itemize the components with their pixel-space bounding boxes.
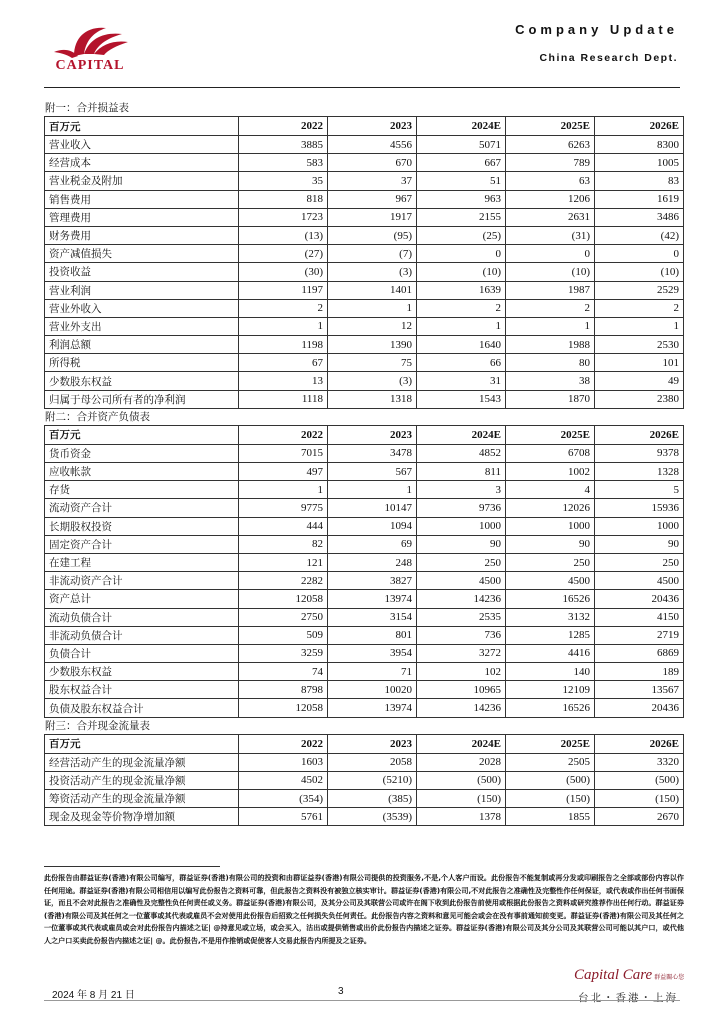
cell-value: (7) xyxy=(328,245,417,263)
row-label: 在建工程 xyxy=(45,553,239,571)
cell-value: 101 xyxy=(595,354,684,372)
table-row xyxy=(45,553,684,571)
cell-value: 10965 xyxy=(417,681,506,699)
cell-value: 189 xyxy=(595,663,684,681)
cell-value: 1197 xyxy=(239,281,328,299)
cell-value: 1603 xyxy=(239,753,328,771)
cell-value: 1 xyxy=(417,317,506,335)
table-row xyxy=(45,372,684,390)
table-row xyxy=(45,281,684,299)
cell-value: 1002 xyxy=(506,463,595,481)
cell-value: 31 xyxy=(417,372,506,390)
cell-value: 13974 xyxy=(328,590,417,608)
cell-value: 16526 xyxy=(506,590,595,608)
cell-value: 2719 xyxy=(595,626,684,644)
cell-value: 250 xyxy=(595,553,684,571)
cell-value: 12 xyxy=(328,317,417,335)
section-title: 附一：合并损益表 xyxy=(45,102,129,114)
table-row xyxy=(45,172,684,190)
cell-value: 3827 xyxy=(328,572,417,590)
cell-value: 1118 xyxy=(239,390,328,408)
cell-value: (3) xyxy=(328,372,417,390)
row-label: 非流动资产合计 xyxy=(45,572,239,590)
cell-value: 1 xyxy=(595,317,684,335)
cell-value: 15936 xyxy=(595,499,684,517)
cell-value: 13 xyxy=(239,372,328,390)
cell-value: 5071 xyxy=(417,136,506,154)
cell-value: 2380 xyxy=(595,390,684,408)
cell-value: 2670 xyxy=(595,808,684,826)
row-label: 利润总额 xyxy=(45,336,239,354)
cell-value: 2750 xyxy=(239,608,328,626)
capital-care-tagline: 群益關心您 xyxy=(654,974,685,981)
report-type-title: Company Update xyxy=(515,22,678,37)
cell-value: 0 xyxy=(595,245,684,263)
section-title: 附三：合并现金流量表 xyxy=(45,719,150,732)
cell-value: (385) xyxy=(328,790,417,808)
cell-value: 66 xyxy=(417,354,506,372)
table-row xyxy=(45,572,684,590)
cell-value: (31) xyxy=(506,226,595,244)
row-label: 负债合计 xyxy=(45,644,239,662)
cell-value: 670 xyxy=(328,154,417,172)
row-label: 流动资产合计 xyxy=(45,499,239,517)
cell-value: 1094 xyxy=(328,517,417,535)
row-label: 营业税金及附加 xyxy=(45,172,239,190)
table-row xyxy=(45,644,684,662)
cell-value: (354) xyxy=(239,790,328,808)
row-label: 资产总计 xyxy=(45,590,239,608)
page-number: 3 xyxy=(338,986,344,997)
row-label: 负债及股东权益合计 xyxy=(45,699,239,717)
year-header: 2023 xyxy=(328,734,417,753)
cell-value: 1 xyxy=(239,481,328,499)
cell-value: 3154 xyxy=(328,608,417,626)
row-label: 销售费用 xyxy=(45,190,239,208)
cell-value: (3) xyxy=(328,263,417,281)
year-header: 2022 xyxy=(239,117,328,136)
unit-label: 百万元 xyxy=(45,425,239,444)
unit-label: 百万元 xyxy=(45,117,239,136)
cell-value: 250 xyxy=(417,553,506,571)
legal-disclaimer: 此份报告由群益证券(香港)有限公司编写，群益证券(香港)有限公司的投资和由群证益券(香港)有限公司提供的投资服务,不是,个人客户而设。此份报告不能复制或再分发或印刷报告之全部或部份内容以作任何用途。群益证券(香港)有限公司相信用以编写此份报告之资料可靠，但此报告之资料没有被独立核实审计。群益证券(香港)有限公司,不对此报告之准确性及完整性作任何保证，或代表或作出任何书面保证，而且不会对此报告之准确性及完整性负任何责任或义务。群益证券(香港)有限公司，及其分公司及其联营公司或许在阁下收到此份报告前使用或根据此份报告之资料或研究推荐作出任何行动。群益证券(香港)有限公司及其任何之一位董事或其代表或雇员不会对使用此份报告后招致之任何损失负任何责任。此份报告内容之资料和意见可能会或会在没有事前通知前变更。群益证券(香港)有限公司及其任何之一位董事或其代表或雇员或会对此份报告内描述之证| @持意见或立场，或会买入，沽出或提供销售或出价此份报告内描述之证券。群益证券(香港)有限公司及其分公司及其联营公司可能以其户口，或代他人之户口买卖此份报告内描述之证| @。此份报告,不是用作推销或促使客人交易此报告内所提及之证券。 xyxy=(44,873,684,945)
cell-value: 811 xyxy=(417,463,506,481)
cell-value: 1987 xyxy=(506,281,595,299)
cell-value: 2058 xyxy=(328,753,417,771)
cell-value: 2155 xyxy=(417,208,506,226)
cell-value: 1390 xyxy=(328,336,417,354)
cell-value: 2 xyxy=(417,299,506,317)
cell-value: 6263 xyxy=(506,136,595,154)
cell-value: 1543 xyxy=(417,390,506,408)
cell-value: 4500 xyxy=(595,572,684,590)
cell-value: 37 xyxy=(328,172,417,190)
row-label: 投资活动产生的现金流量净额 xyxy=(45,771,239,789)
cell-value: 1000 xyxy=(506,517,595,535)
year-header: 2024E xyxy=(417,734,506,753)
table-row xyxy=(45,608,684,626)
cell-value: 121 xyxy=(239,553,328,571)
cell-value: 1 xyxy=(328,481,417,499)
cell-value: 1328 xyxy=(595,463,684,481)
cell-value: 1318 xyxy=(328,390,417,408)
cell-value: 2 xyxy=(239,299,328,317)
cell-value: 2535 xyxy=(417,608,506,626)
financial-table xyxy=(44,734,684,827)
table-row xyxy=(45,390,684,408)
cell-value: 20436 xyxy=(595,590,684,608)
table-row xyxy=(45,535,684,553)
cell-value: 1619 xyxy=(595,190,684,208)
row-label: 存货 xyxy=(45,481,239,499)
cell-value: 1855 xyxy=(506,808,595,826)
cell-value: 51 xyxy=(417,172,506,190)
cell-value: (42) xyxy=(595,226,684,244)
cell-value: 509 xyxy=(239,626,328,644)
cell-value: (150) xyxy=(417,790,506,808)
cell-value: 818 xyxy=(239,190,328,208)
cell-value: (150) xyxy=(595,790,684,808)
row-label: 流动负债合计 xyxy=(45,608,239,626)
row-label: 投资收益 xyxy=(45,263,239,281)
row-label: 资产减值损失 xyxy=(45,245,239,263)
cell-value: 12058 xyxy=(239,699,328,717)
cell-value: 2282 xyxy=(239,572,328,590)
table-row xyxy=(45,354,684,372)
cell-value: 789 xyxy=(506,154,595,172)
cell-value: 2 xyxy=(595,299,684,317)
table-row xyxy=(45,317,684,335)
cell-value: 4502 xyxy=(239,771,328,789)
cell-value: (13) xyxy=(239,226,328,244)
cell-value: 14236 xyxy=(417,590,506,608)
cell-value: 4500 xyxy=(506,572,595,590)
cell-value: (10) xyxy=(417,263,506,281)
cell-value: 80 xyxy=(506,354,595,372)
table-row xyxy=(45,790,684,808)
table-row xyxy=(45,444,684,462)
row-label: 归属于母公司所有者的净利润 xyxy=(45,390,239,408)
cell-value: 2529 xyxy=(595,281,684,299)
cell-value: 3486 xyxy=(595,208,684,226)
cell-value: 1723 xyxy=(239,208,328,226)
cell-value: (500) xyxy=(595,771,684,789)
cell-value: 3885 xyxy=(239,136,328,154)
row-label: 经营成本 xyxy=(45,154,239,172)
cell-value: 6708 xyxy=(506,444,595,462)
row-label: 固定资产合计 xyxy=(45,535,239,553)
cell-value: 0 xyxy=(506,245,595,263)
cell-value: 1000 xyxy=(417,517,506,535)
cell-value: 9775 xyxy=(239,499,328,517)
cell-value: 38 xyxy=(506,372,595,390)
cell-value: 1378 xyxy=(417,808,506,826)
cell-value: 14236 xyxy=(417,699,506,717)
cell-value: 4 xyxy=(506,481,595,499)
row-label: 财务费用 xyxy=(45,226,239,244)
cell-value: 567 xyxy=(328,463,417,481)
cell-value: 8300 xyxy=(595,136,684,154)
table-row xyxy=(45,626,684,644)
cell-value: 1917 xyxy=(328,208,417,226)
cell-value: 2631 xyxy=(506,208,595,226)
row-label: 少数股东权益 xyxy=(45,663,239,681)
cell-value: 140 xyxy=(506,663,595,681)
table-row xyxy=(45,245,684,263)
year-header: 2025E xyxy=(506,734,595,753)
row-label: 少数股东权益 xyxy=(45,372,239,390)
cell-value: (150) xyxy=(506,790,595,808)
year-header: 2024E xyxy=(417,425,506,444)
cell-value: 90 xyxy=(595,535,684,553)
report-date: 2024 年 8 月 21 日 xyxy=(52,990,135,1001)
cell-value: 71 xyxy=(328,663,417,681)
cell-value: 1005 xyxy=(595,154,684,172)
table-row xyxy=(45,590,684,608)
cell-value: 10020 xyxy=(328,681,417,699)
table-header-row xyxy=(45,117,684,136)
office-cities: 台北・香港・上海 xyxy=(578,992,678,1004)
table-header-row xyxy=(45,425,684,444)
table-row xyxy=(45,136,684,154)
cell-value: 4556 xyxy=(328,136,417,154)
cell-value: 583 xyxy=(239,154,328,172)
capital-care-logo xyxy=(574,964,690,986)
department-subtitle: China Research Dept. xyxy=(539,52,678,64)
brand-name: CAPITAL xyxy=(55,58,125,73)
cell-value: 1198 xyxy=(239,336,328,354)
cell-value: 4500 xyxy=(417,572,506,590)
cell-value: 3132 xyxy=(506,608,595,626)
cell-value: 2530 xyxy=(595,336,684,354)
footnote-divider xyxy=(44,866,220,867)
cell-value: 49 xyxy=(595,372,684,390)
cell-value: 8798 xyxy=(239,681,328,699)
table-row xyxy=(45,699,684,717)
row-label: 所得税 xyxy=(45,354,239,372)
table-row xyxy=(45,681,684,699)
unit-label: 百万元 xyxy=(45,734,239,753)
cell-value: 82 xyxy=(239,535,328,553)
year-header: 2026E xyxy=(595,425,684,444)
row-label: 应收帐款 xyxy=(45,463,239,481)
cell-value: 1000 xyxy=(595,517,684,535)
cell-value: 13974 xyxy=(328,699,417,717)
row-label: 筹资活动产生的现金流量净额 xyxy=(45,790,239,808)
cell-value: (10) xyxy=(506,263,595,281)
cell-value: 75 xyxy=(328,354,417,372)
table-row xyxy=(45,663,684,681)
cell-value: 12109 xyxy=(506,681,595,699)
cell-value: 967 xyxy=(328,190,417,208)
cell-value: 963 xyxy=(417,190,506,208)
cell-value: 1 xyxy=(239,317,328,335)
row-label: 营业外支出 xyxy=(45,317,239,335)
cell-value: 9378 xyxy=(595,444,684,462)
row-label: 经营活动产生的现金流量净额 xyxy=(45,753,239,771)
table-row xyxy=(45,190,684,208)
cell-value: 1988 xyxy=(506,336,595,354)
cell-value: 90 xyxy=(506,535,595,553)
cell-value: 4150 xyxy=(595,608,684,626)
row-label: 货币资金 xyxy=(45,444,239,462)
cell-value: 5 xyxy=(595,481,684,499)
table-row xyxy=(45,771,684,789)
cell-value: 90 xyxy=(417,535,506,553)
cell-value: 801 xyxy=(328,626,417,644)
cell-value: (27) xyxy=(239,245,328,263)
table-row xyxy=(45,336,684,354)
cell-value: 83 xyxy=(595,172,684,190)
cell-value: (95) xyxy=(328,226,417,244)
row-label: 营业外收入 xyxy=(45,299,239,317)
cell-value: 3954 xyxy=(328,644,417,662)
cell-value: 9736 xyxy=(417,499,506,517)
cell-value: (30) xyxy=(239,263,328,281)
row-label: 现金及现金等价物净增加额 xyxy=(45,808,239,826)
cell-value: 2028 xyxy=(417,753,506,771)
table-row xyxy=(45,808,684,826)
table-row xyxy=(45,226,684,244)
cell-value: (10) xyxy=(595,263,684,281)
cell-value: 13567 xyxy=(595,681,684,699)
footer-divider xyxy=(44,1000,680,1001)
cell-value: 5761 xyxy=(239,808,328,826)
cell-value: 1870 xyxy=(506,390,595,408)
cell-value: 497 xyxy=(239,463,328,481)
cell-value: 2505 xyxy=(506,753,595,771)
cell-value: 1285 xyxy=(506,626,595,644)
capital-care-brand: Capital Care xyxy=(574,967,653,983)
cell-value: 67 xyxy=(239,354,328,372)
cell-value: 10147 xyxy=(328,499,417,517)
row-label: 营业利润 xyxy=(45,281,239,299)
cell-value: 74 xyxy=(239,663,328,681)
section-title: 附二：合并资产负债表 xyxy=(45,410,150,423)
cell-value: 248 xyxy=(328,553,417,571)
year-header: 2023 xyxy=(328,117,417,136)
cell-value: 3259 xyxy=(239,644,328,662)
cell-value: 6869 xyxy=(595,644,684,662)
table-row xyxy=(45,299,684,317)
year-header: 2026E xyxy=(595,734,684,753)
table-row xyxy=(45,481,684,499)
cell-value: 35 xyxy=(239,172,328,190)
row-label: 长期股权投资 xyxy=(45,517,239,535)
year-header: 2026E xyxy=(595,117,684,136)
cell-value: 20436 xyxy=(595,699,684,717)
cell-value: 250 xyxy=(506,553,595,571)
table-row xyxy=(45,154,684,172)
table-row xyxy=(45,517,684,535)
cell-value: 69 xyxy=(328,535,417,553)
cell-value: 667 xyxy=(417,154,506,172)
cell-value: 3272 xyxy=(417,644,506,662)
table-row xyxy=(45,263,684,281)
cell-value: 12058 xyxy=(239,590,328,608)
cell-value: (500) xyxy=(506,771,595,789)
year-header: 2023 xyxy=(328,425,417,444)
cell-value: (5210) xyxy=(328,771,417,789)
table-row xyxy=(45,208,684,226)
cell-value: 102 xyxy=(417,663,506,681)
cell-value: 1401 xyxy=(328,281,417,299)
year-header: 2022 xyxy=(239,425,328,444)
row-label: 股东权益合计 xyxy=(45,681,239,699)
cell-value: 1206 xyxy=(506,190,595,208)
cell-value: (500) xyxy=(417,771,506,789)
year-header: 2024E xyxy=(417,117,506,136)
table-header-row xyxy=(45,734,684,753)
cell-value: 2 xyxy=(506,299,595,317)
table-row xyxy=(45,463,684,481)
cell-value: 444 xyxy=(239,517,328,535)
year-header: 2025E xyxy=(506,117,595,136)
cell-value: 1640 xyxy=(417,336,506,354)
cell-value: (3539) xyxy=(328,808,417,826)
financial-table xyxy=(44,425,684,718)
cell-value: 3 xyxy=(417,481,506,499)
table-row xyxy=(45,753,684,771)
year-header: 2022 xyxy=(239,734,328,753)
financial-statements xyxy=(44,100,684,826)
cell-value: 3320 xyxy=(595,753,684,771)
row-label: 营业收入 xyxy=(45,136,239,154)
cell-value: 3478 xyxy=(328,444,417,462)
cell-value: 1 xyxy=(506,317,595,335)
financial-table xyxy=(44,116,684,409)
table-row xyxy=(45,499,684,517)
cell-value: 1639 xyxy=(417,281,506,299)
cell-value: 0 xyxy=(417,245,506,263)
cell-value: (25) xyxy=(417,226,506,244)
cell-value: 16526 xyxy=(506,699,595,717)
cell-value: 4416 xyxy=(506,644,595,662)
year-header: 2025E xyxy=(506,425,595,444)
header-divider xyxy=(44,87,680,88)
row-label: 非流动负债合计 xyxy=(45,626,239,644)
cell-value: 63 xyxy=(506,172,595,190)
row-label: 管理费用 xyxy=(45,208,239,226)
cell-value: 12026 xyxy=(506,499,595,517)
cell-value: 736 xyxy=(417,626,506,644)
cell-value: 7015 xyxy=(239,444,328,462)
cell-value: 4852 xyxy=(417,444,506,462)
cell-value: 1 xyxy=(328,299,417,317)
